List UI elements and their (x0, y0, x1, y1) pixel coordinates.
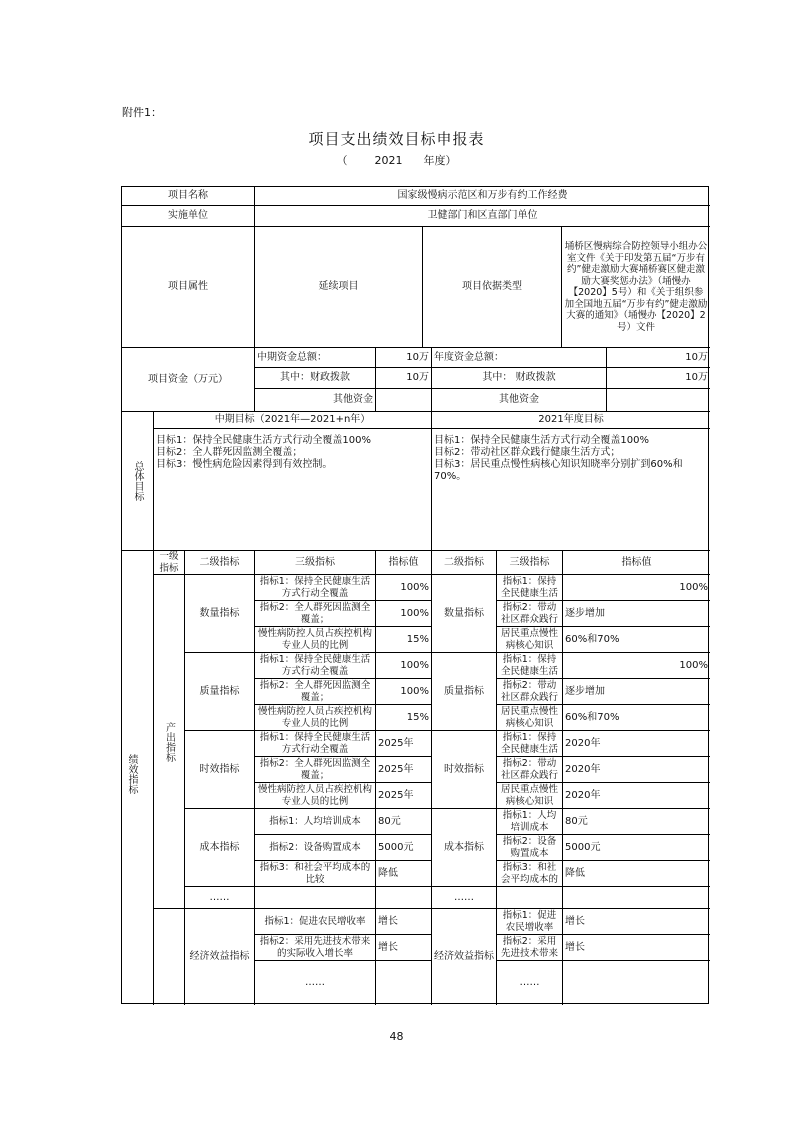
group-name-year: 质量指标 (432, 653, 497, 731)
unit-value: 卫健部门和区直部门单位 (255, 206, 710, 227)
mid-indicator-value: 80元 (376, 809, 432, 835)
mid-indicator-value: 15% (376, 627, 432, 653)
year-indicator-value: 逐步增加 (563, 601, 710, 627)
year-total-value: 10万 (607, 348, 710, 368)
mid-other-label: 其他资金 (255, 389, 376, 412)
perf-indicator-label: 绩效指标 (122, 551, 154, 1005)
group-name-year: 数量指标 (432, 575, 497, 653)
group-name-year: 时效指标 (432, 731, 497, 809)
mid-fiscal-label: 其中：财政拨款 (255, 368, 376, 389)
year-level3-indicator: 居民重点慢性病核心知识 (497, 783, 563, 809)
mid-other-value (376, 389, 432, 412)
col-value-header: 指标值 (376, 551, 432, 575)
mid-level3-indicator: 指标1：保持全民健康生活方式行动全覆盖 (255, 653, 376, 679)
mid-level3-indicator: 指标2：全人群死因监测全覆盖； (255, 757, 376, 783)
empty-cell (376, 961, 432, 1005)
year-open: （ (336, 154, 348, 167)
year-indicator-value: 100% (563, 575, 710, 601)
mid-indicator-value: 2025年 (376, 783, 432, 809)
project-name-value: 国家级慢病示范区和万步有约工作经费 (255, 187, 710, 206)
year-level3-indicator: 指标1：保持全民健康生活 (497, 575, 563, 601)
group-name-mid: 时效指标 (185, 731, 255, 809)
year-fiscal-label: 其中： 财政拨款 (432, 368, 607, 389)
year-level3-indicator: 指标2：带动社区群众践行 (497, 679, 563, 705)
level1-empty (154, 909, 185, 1005)
mid-level3-indicator: 慢性病防控人员占疾控机构专业人员的比例 (255, 627, 376, 653)
mid-indicator-value: 降低 (376, 861, 432, 887)
year-indicator-value: 2020年 (563, 783, 710, 809)
year-line (0, 152, 793, 168)
year-indicator-value: 60%和70% (563, 627, 710, 653)
mid-level3-indicator: 指标1：保持全民健康生活方式行动全覆盖 (255, 575, 376, 601)
mid-indicator-value: 100% (376, 601, 432, 627)
basis-value: 埇桥区慢病综合防控领导小组办公室文件《关于印发第五届“万步有约”健走激励大赛埇桥赛区健走激励大赛奖惩办法》（埇慢办【2020】5号）和《关于组织参加全国地五届“万步有约”健走激励大赛的通知》（埇慢办【2020】2号）文件 (562, 227, 710, 348)
mid-goal-header: 中期目标（2021年—2021+n年） (154, 412, 432, 429)
mid-indicator-value: 2025年 (376, 731, 432, 757)
year-level3-indicator: 指标3：和社会平均成本的 (497, 861, 563, 887)
mid-goal-text: 目标1：保持全民健康生活方式行动全覆盖100% 目标2：全人群死因监测全覆盖； 目标3：慢性病危险因素得到有效控制。 (154, 429, 432, 551)
year-close: 年度） (423, 154, 457, 167)
unit-label: 实施单位 (122, 206, 255, 227)
year-fiscal-value: 10万 (607, 368, 710, 389)
ellipsis-year: …… (432, 887, 497, 909)
year-level3-indicator: 指标2：设备购置成本 (497, 835, 563, 861)
funds-label: 项目资金（万元） (122, 348, 255, 412)
form-title: 项目支出绩效目标申报表 (308, 130, 485, 148)
year-level3-indicator: 居民重点慢性病核心知识 (497, 627, 563, 653)
year-goal-text: 目标1：保持全民健康生活方式行动全覆盖100% 目标2：带动社区群众践行健康生活方式； 目标3：居民重点慢性病核心知识知晓率分别扩到60%和70%。 (432, 429, 710, 551)
performance-form-table (121, 186, 709, 1004)
mid-indicator-value: 2025年 (376, 757, 432, 783)
econ-benefit-name-year: 经济效益指标 (432, 909, 497, 1005)
empty-cell (255, 887, 376, 909)
ellipsis-mid: …… (255, 961, 376, 1005)
year-value: 2021 (374, 154, 403, 167)
year-level3-indicator: 指标1：保持全民健康生活 (497, 653, 563, 679)
year-total-label: 年度资金总额： (432, 348, 607, 368)
mid-level3-indicator: 慢性病防控人员占疾控机构专业人员的比例 (255, 705, 376, 731)
year-indicator-value: 100% (563, 653, 710, 679)
year-indicator-value: 5000元 (563, 835, 710, 861)
year-other-value (607, 389, 710, 412)
mid-indicator-value: 100% (376, 653, 432, 679)
mid-indicator-value: 100% (376, 679, 432, 705)
attr-label: 项目属性 (122, 227, 255, 348)
year-level3-indicator: 指标1：促进农民增收率 (497, 909, 563, 935)
group-name-mid: 成本指标 (185, 809, 255, 887)
mid-indicator-value: 15% (376, 705, 432, 731)
year-indicator-value: 80元 (563, 809, 710, 835)
empty-cell (497, 887, 563, 909)
year-indicator-value: 2020年 (563, 731, 710, 757)
year-level3-indicator: 指标2：带动社区群众践行 (497, 601, 563, 627)
year-indicator-value: 2020年 (563, 757, 710, 783)
col-level2-header-year: 二级指标 (432, 551, 497, 575)
mid-level3-indicator: 指标2：全人群死因监测全覆盖； (255, 601, 376, 627)
group-name-year: 成本指标 (432, 809, 497, 887)
group-name-mid: 质量指标 (185, 653, 255, 731)
mid-level3-indicator: 指标1：保持全民健康生活方式行动全覆盖 (255, 731, 376, 757)
year-indicator-value: 增长 (563, 909, 710, 935)
mid-indicator-value: 增长 (376, 909, 432, 935)
mid-level3-indicator: 指标2：设备购置成本 (255, 835, 376, 861)
mid-level3-indicator: 指标2：全人群死因监测全覆盖； (255, 679, 376, 705)
ellipsis-year: …… (497, 961, 563, 1005)
attr-value: 延续项目 (255, 227, 423, 348)
empty-cell (376, 887, 432, 909)
page-number: 48 (389, 1030, 404, 1043)
year-indicator-value: 逐步增加 (563, 679, 710, 705)
mid-fiscal-value: 10万 (376, 368, 432, 389)
col-value-header-year: 指标值 (563, 551, 710, 575)
year-level3-indicator: 指标1：人均培训成本 (497, 809, 563, 835)
col-level1-header: 一级指标 (154, 551, 185, 575)
mid-indicator-value: 100% (376, 575, 432, 601)
mid-level3-indicator: 指标2：采用先进技术带来的实际收入增长率 (255, 935, 376, 961)
year-indicator-value: 60%和70% (563, 705, 710, 731)
group-name-mid: 数量指标 (185, 575, 255, 653)
mid-total-value: 10万 (376, 348, 432, 368)
basis-type-label: 项目依据类型 (423, 227, 562, 348)
year-indicator-value: 增长 (563, 935, 710, 961)
year-level3-indicator: 指标2：带动社区群众践行 (497, 757, 563, 783)
mid-level3-indicator: 慢性病防控人员占疾控机构专业人员的比例 (255, 783, 376, 809)
output-indicator-label: 产出指标 (154, 575, 185, 909)
year-level3-indicator: 指标2：采用先进技术带来 (497, 935, 563, 961)
ellipsis-mid: …… (185, 887, 255, 909)
mid-indicator-value: 5000元 (376, 835, 432, 861)
col-level2-header: 二级指标 (185, 551, 255, 575)
year-indicator-value: 降低 (563, 861, 710, 887)
attachment-label: 附件1： (122, 106, 162, 119)
econ-benefit-name-mid: 经济效益指标 (185, 909, 255, 1005)
empty-cell (563, 961, 710, 1005)
year-other-label: 其他资金 (432, 389, 607, 412)
mid-indicator-value: 增长 (376, 935, 432, 961)
year-level3-indicator: 指标1：保持全民健康生活 (497, 731, 563, 757)
mid-level3-indicator: 指标1：人均培训成本 (255, 809, 376, 835)
col-level3-header-year: 三级指标 (497, 551, 563, 575)
year-level3-indicator: 居民重点慢性病核心知识 (497, 705, 563, 731)
overall-goal-label: 总体目标 (122, 412, 154, 551)
year-goal-header: 2021年度目标 (432, 412, 710, 429)
mid-level3-indicator: 指标3：和社会平均成本的比较 (255, 861, 376, 887)
col-level3-header: 三级指标 (255, 551, 376, 575)
project-name-label: 项目名称 (122, 187, 255, 206)
mid-level3-indicator: 指标1：促进农民增收率 (255, 909, 376, 935)
empty-cell (563, 887, 710, 909)
mid-total-label: 中期资金总额： (255, 348, 376, 368)
